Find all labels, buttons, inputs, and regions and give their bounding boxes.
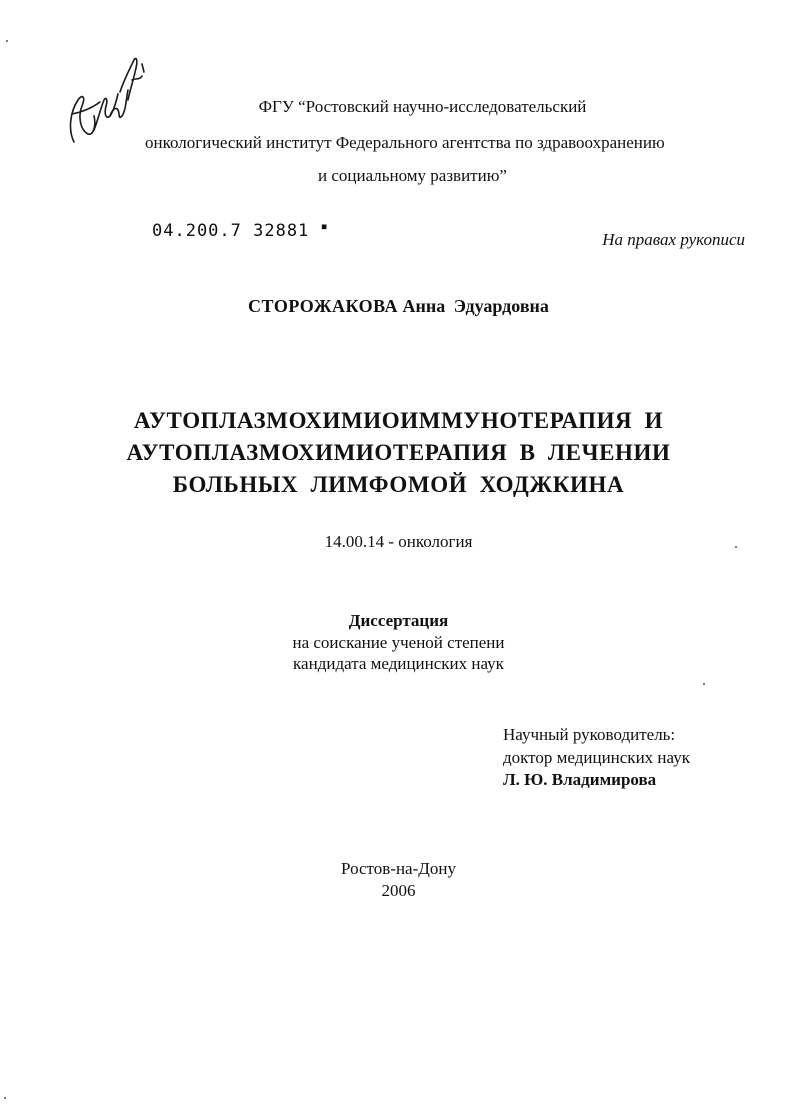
scan-speck (4, 1097, 6, 1099)
dissertation-degree-line-2: кандидата медицинских наук (293, 654, 504, 673)
supervisor-name: Л. Ю. Владимирова (503, 770, 657, 789)
title-line-3: БОЛЬНЫХ ЛИМФОМОЙ ХОДЖКИНА (172, 472, 625, 497)
dissertation-degree-line-1: на соискание ученой степени (292, 633, 505, 652)
scan-speck (735, 546, 737, 548)
manuscript-note: На правах рукописи (602, 230, 745, 249)
registration-number-stamp (152, 216, 329, 241)
author-name (0, 296, 797, 316)
supervisor-role: Научный руководитель: (503, 725, 676, 744)
institution-line-1: ФГУ “Ростовский научно-исследовательский (258, 97, 587, 116)
specialty-code: 14.00.14 - онкология (324, 532, 473, 551)
supervisor-degree: доктор медицинских наук (503, 748, 690, 767)
title-line-1: АУТОПЛАЗМОХИМИОИММУНОТЕРАПИЯ И (133, 408, 664, 433)
institution-line-3: и социальному развитию” (318, 166, 507, 185)
dissertation-heading: Диссертация (348, 611, 449, 630)
institution-line-2: онкологический институт Федерального агентства по здравоохранению (145, 133, 665, 152)
author-given-names: Анна Эдуардовна (402, 296, 549, 316)
city: Ростов-на-Дону (341, 859, 456, 878)
stamp-dot-icon: ▪ (320, 219, 329, 233)
registration-number: 04.200.7 32881 (152, 221, 310, 241)
year: 2006 (381, 881, 416, 900)
author-surname: СТОРОЖАКОВА (248, 296, 399, 316)
scan-speck (703, 683, 705, 685)
title-line-2: АУТОПЛАЗМОХИМИОТЕРАПИЯ В ЛЕЧЕНИИ (126, 440, 671, 465)
scan-speck (6, 40, 8, 42)
